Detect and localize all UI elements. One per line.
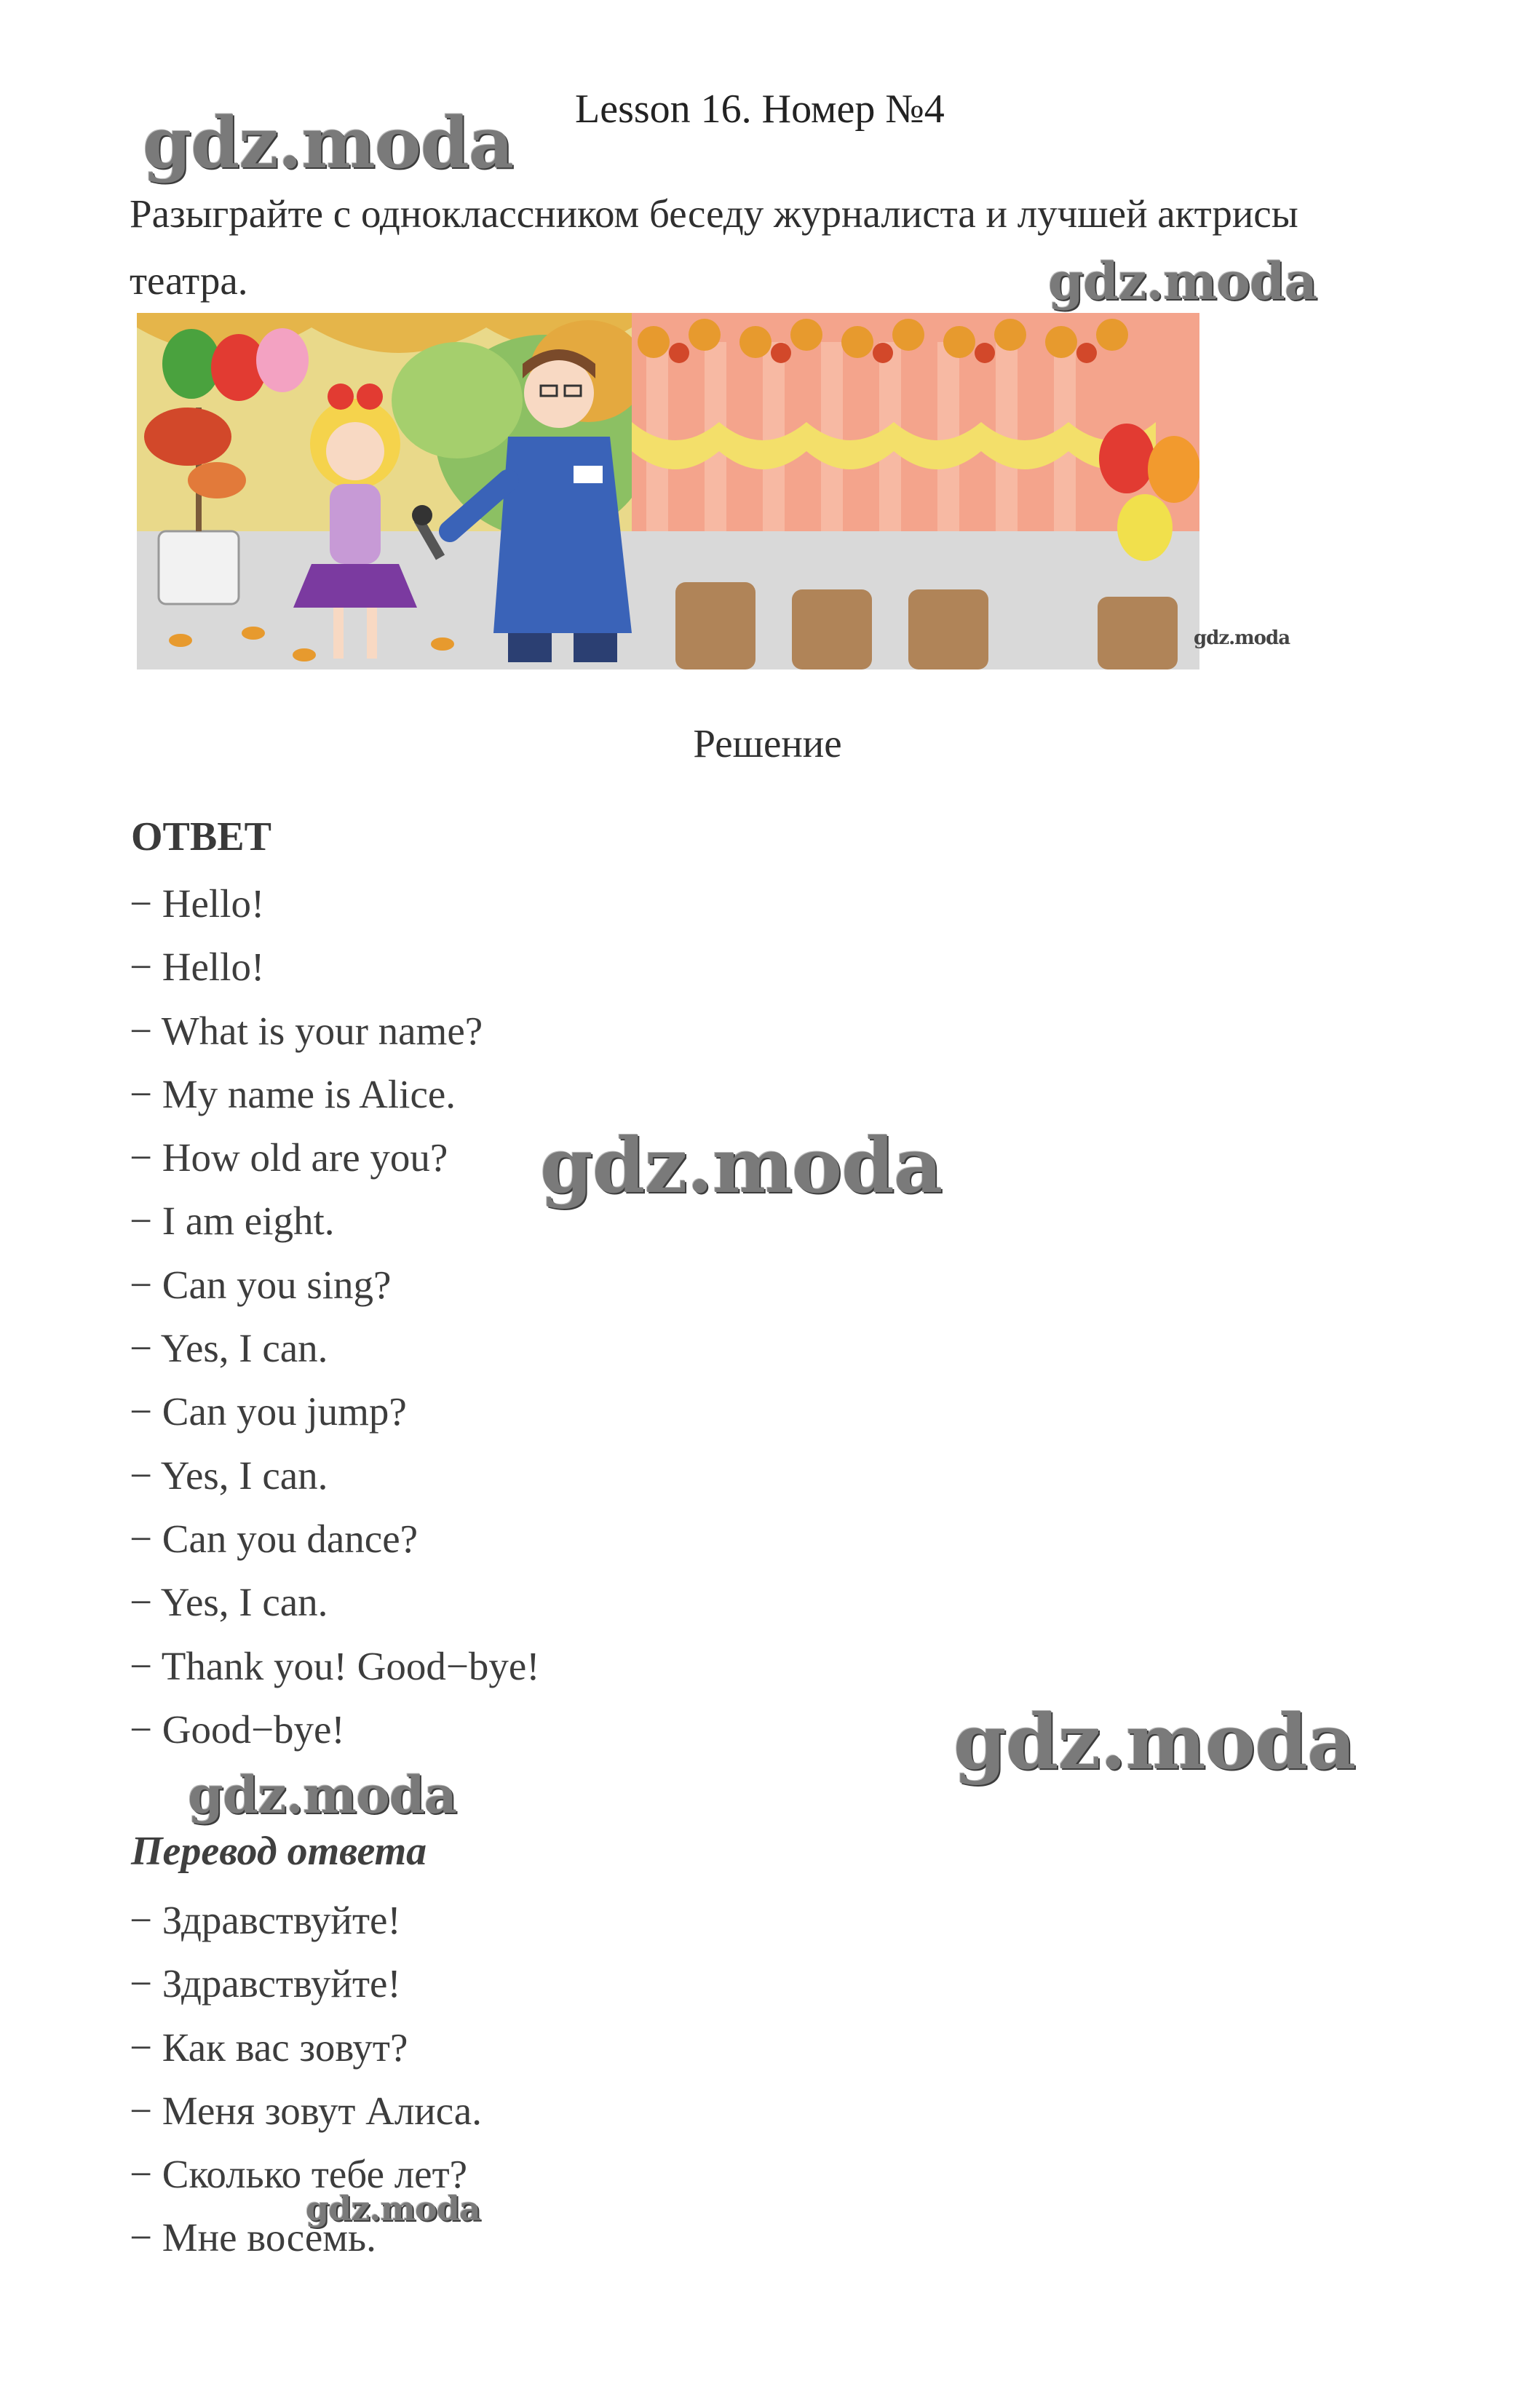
watermark-center: gdz.moda bbox=[540, 1121, 943, 1210]
dialog-line: − I am eight. bbox=[130, 1199, 335, 1244]
dialog-line: − What is your name? bbox=[130, 1008, 483, 1053]
task-text: Разыграйте с одноклассником беседу журналиста и лучшей актрисы театра. bbox=[130, 191, 1298, 303]
dialog-line: − Can you dance? bbox=[130, 1516, 419, 1561]
watermark-left: gdz.moda bbox=[188, 1765, 457, 1825]
watermark-small-illustration: gdz.moda bbox=[1194, 627, 1290, 649]
dialog-line: − Yes, I can. bbox=[130, 1580, 328, 1625]
dialog-line: − Thank you! Good−bye! bbox=[130, 1643, 540, 1688]
dialog-line: − Здравствуйте! bbox=[130, 1961, 401, 2006]
watermark-top-left: gdz.moda bbox=[143, 102, 514, 184]
lesson-title: Lesson 16. Номер №4 bbox=[575, 87, 945, 132]
dialog-line: − Hello! bbox=[130, 945, 265, 990]
interview-illustration-icon bbox=[137, 313, 1199, 669]
dialog-line: − How old are you? bbox=[130, 1135, 448, 1180]
dialog-line: − Yes, I can. bbox=[130, 1453, 328, 1498]
answer-heading: ОТВЕТ bbox=[131, 814, 271, 859]
watermark-top-right: gdz.moda bbox=[1048, 251, 1317, 311]
translation-heading: Перевод ответа bbox=[131, 1829, 427, 1874]
dialog-english bbox=[130, 872, 540, 1761]
dialog-line: − Good−bye! bbox=[130, 1706, 345, 1752]
dialog-line: − Сколько тебе лет? bbox=[130, 2152, 468, 2197]
watermark-right: gdz.moda bbox=[953, 1697, 1356, 1787]
dialog-line: − Как вас зовут? bbox=[130, 2024, 408, 2070]
watermark-bottom: gdz.moda bbox=[306, 2189, 480, 2228]
dialog-line: − Can you sing? bbox=[130, 1262, 392, 1307]
dialog-line: − Yes, I can. bbox=[130, 1326, 328, 1371]
dialog-line: − Здравствуйте! bbox=[130, 1898, 401, 1942]
dialog-line: − Can you jump? bbox=[130, 1389, 407, 1434]
dialog-line: − Hello! bbox=[130, 881, 265, 926]
dialog-line: − Меня зовут Алиса. bbox=[130, 2088, 482, 2133]
solution-heading: Решение bbox=[693, 721, 842, 766]
dialog-line: − Мне восемь. bbox=[130, 2215, 376, 2260]
dialog-line: − My name is Alice. bbox=[130, 1071, 456, 1116]
